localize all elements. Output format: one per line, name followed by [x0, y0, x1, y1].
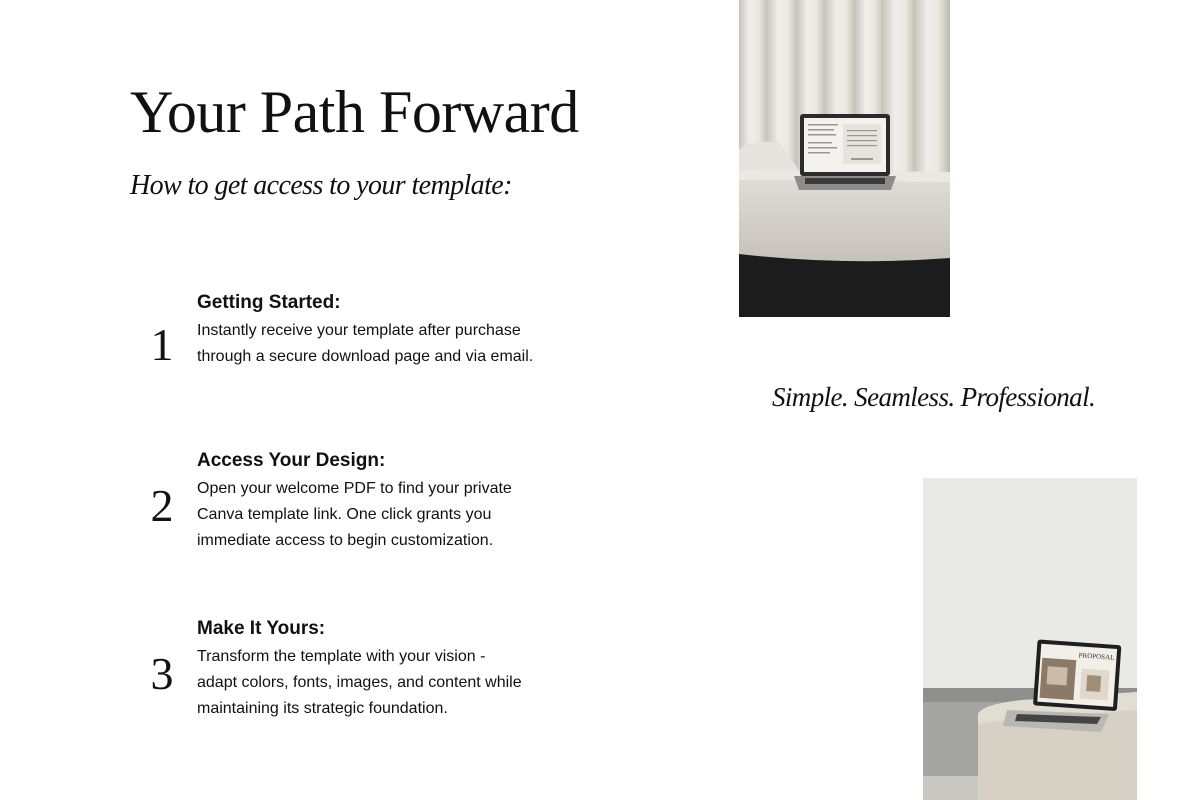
step-text-line: adapt colors, fonts, images, and content while: [197, 674, 522, 691]
laptop-on-bench-photo: [739, 0, 950, 317]
step-text-line: through a secure download page and via email.: [197, 348, 534, 365]
step-text-line: Transform the template with your vision -: [197, 648, 486, 665]
step-number: 3: [150, 648, 174, 699]
step-text-line: Canva template link. One click grants you: [197, 506, 492, 523]
step-heading: Make It Yours:: [197, 618, 326, 639]
step-text-line: immediate access to begin customization.: [197, 532, 494, 549]
step-number: 1: [150, 319, 174, 370]
step-number: 2: [150, 480, 174, 531]
page-subtitle: How to get access to your template:: [130, 170, 512, 201]
laptop-on-sofa-illustration: [923, 478, 1137, 800]
step-heading: Access Your Design:: [197, 450, 386, 471]
laptop-on-sofa-photo: [923, 478, 1137, 800]
laptop-on-bench-illustration: [739, 0, 950, 317]
step-body: [197, 290, 597, 370]
screen-label-text: PROPOSAL: [1078, 651, 1115, 662]
page-title: Your Path Forward: [130, 79, 579, 145]
step-text-line: Instantly receive your template after purchase: [197, 322, 521, 339]
step-body: [197, 448, 597, 554]
step-heading: Getting Started:: [197, 292, 341, 313]
step-text-line: Open your welcome PDF to find your private: [197, 480, 512, 497]
tagline: Simple. Seamless. Professional.: [772, 382, 1096, 412]
step-text-line: maintaining its strategic foundation.: [197, 700, 448, 717]
step-body: [197, 616, 597, 722]
